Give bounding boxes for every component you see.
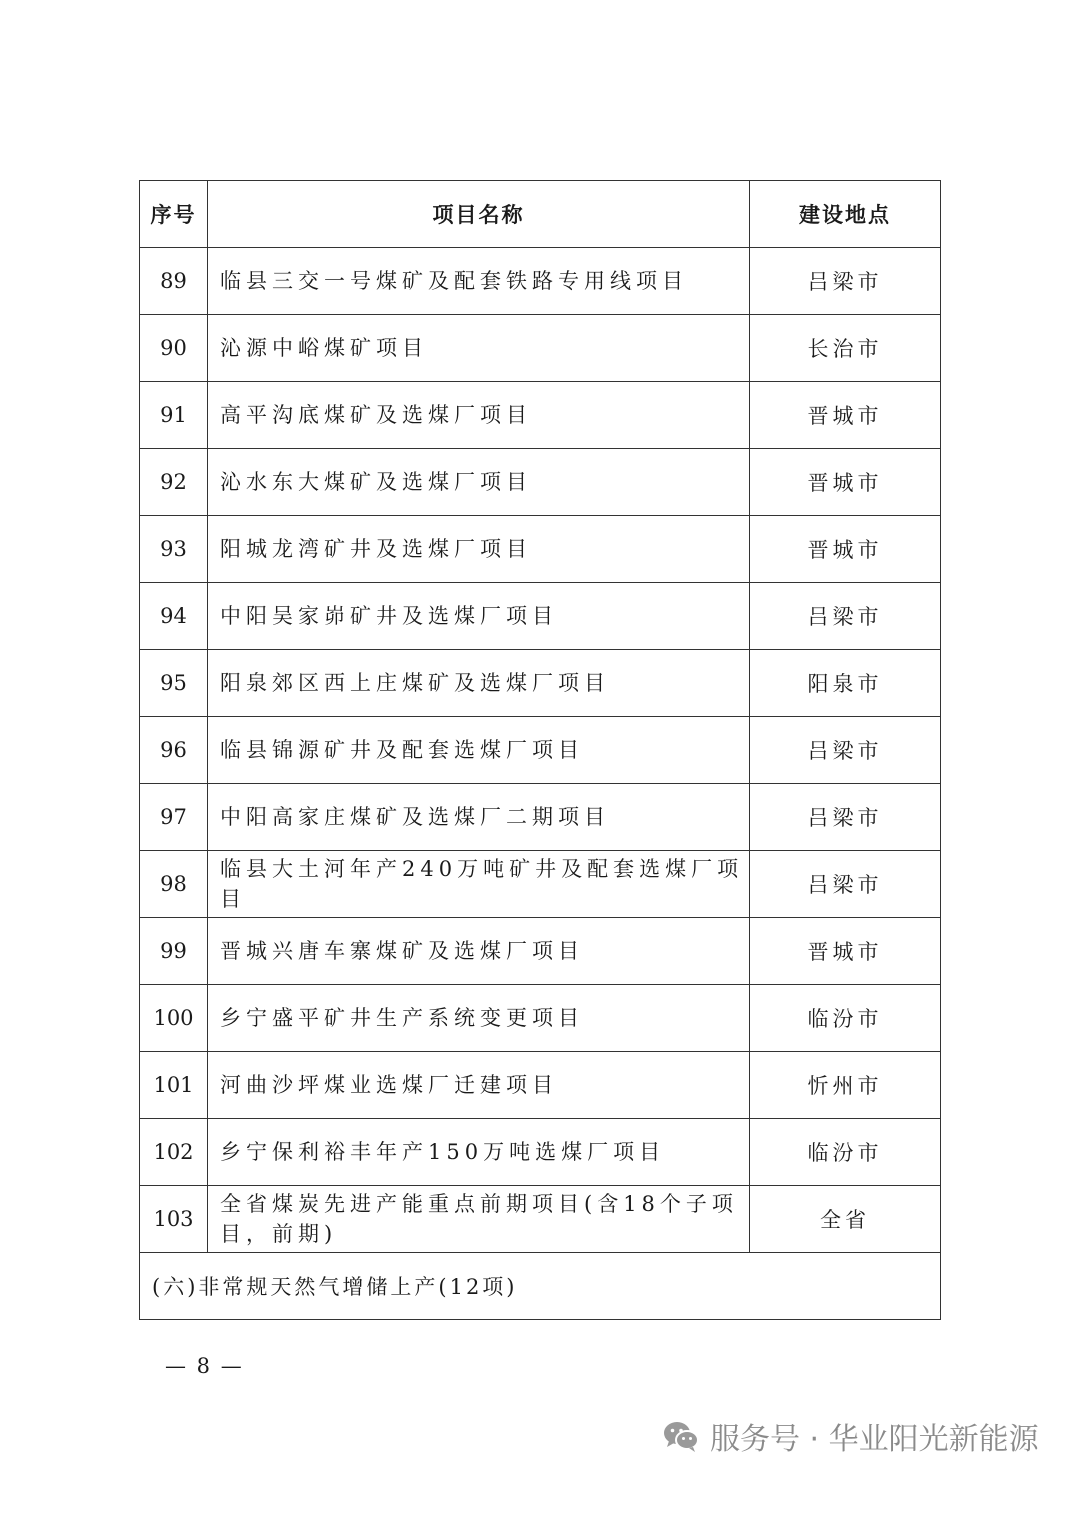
table-row — [140, 851, 941, 918]
project-location: 阳泉市 — [750, 650, 941, 717]
watermark — [662, 1416, 1039, 1456]
project-location: 吕梁市 — [750, 851, 941, 918]
project-table — [139, 180, 941, 1320]
section-row — [140, 1253, 941, 1320]
project-name: 沁源中峪煤矿项目 — [208, 315, 750, 382]
table-row — [140, 784, 941, 851]
table-row — [140, 1186, 941, 1253]
row-number: 94 — [140, 583, 208, 650]
project-location: 临汾市 — [750, 985, 941, 1052]
project-name: 乡宁盛平矿井生产系统变更项目 — [208, 985, 750, 1052]
header-no: 序号 — [140, 181, 208, 248]
table-row — [140, 449, 941, 516]
table-header-row — [140, 181, 941, 248]
table-row — [140, 315, 941, 382]
project-location: 晋城市 — [750, 449, 941, 516]
project-name: 临县锦源矿井及配套选煤厂项目 — [208, 717, 750, 784]
row-number: 100 — [140, 985, 208, 1052]
project-location: 吕梁市 — [750, 583, 941, 650]
table-row — [140, 516, 941, 583]
row-number: 90 — [140, 315, 208, 382]
project-location: 吕梁市 — [750, 717, 941, 784]
project-location: 晋城市 — [750, 382, 941, 449]
project-location: 晋城市 — [750, 516, 941, 583]
project-name: 阳泉郊区西上庄煤矿及选煤厂项目 — [208, 650, 750, 717]
project-location: 全省 — [750, 1186, 941, 1253]
project-name: 中阳吴家峁矿井及选煤厂项目 — [208, 583, 750, 650]
row-number: 98 — [140, 851, 208, 918]
table-row — [140, 918, 941, 985]
row-number: 95 — [140, 650, 208, 717]
project-location: 晋城市 — [750, 918, 941, 985]
table-row — [140, 985, 941, 1052]
project-name: 高平沟底煤矿及选煤厂项目 — [208, 382, 750, 449]
project-name: 全省煤炭先进产能重点前期项目(含18个子项目，前期) — [208, 1186, 750, 1253]
page-number: — 8 — — [165, 1354, 244, 1378]
project-name: 晋城兴唐车寨煤矿及选煤厂项目 — [208, 918, 750, 985]
project-name: 沁水东大煤矿及选煤厂项目 — [208, 449, 750, 516]
project-location: 长治市 — [750, 315, 941, 382]
header-name: 项目名称 — [208, 181, 750, 248]
header-location: 建设地点 — [750, 181, 941, 248]
table-row — [140, 717, 941, 784]
project-name: 临县大土河年产240万吨矿井及配套选煤厂项目 — [208, 851, 750, 918]
row-number: 93 — [140, 516, 208, 583]
project-location: 忻州市 — [750, 1052, 941, 1119]
row-number: 97 — [140, 784, 208, 851]
row-number: 91 — [140, 382, 208, 449]
project-name: 临县三交一号煤矿及配套铁路专用线项目 — [208, 248, 750, 315]
project-location: 吕梁市 — [750, 784, 941, 851]
table-row — [140, 583, 941, 650]
row-number: 103 — [140, 1186, 208, 1253]
row-number: 96 — [140, 717, 208, 784]
row-number: 89 — [140, 248, 208, 315]
project-name: 河曲沙坪煤业选煤厂迁建项目 — [208, 1052, 750, 1119]
table-row — [140, 382, 941, 449]
project-name: 乡宁保利裕丰年产150万吨选煤厂项目 — [208, 1119, 750, 1186]
section-heading: (六)非常规天然气增储上产(12项) — [140, 1253, 941, 1320]
row-number: 102 — [140, 1119, 208, 1186]
project-name: 中阳高家庄煤矿及选煤厂二期项目 — [208, 784, 750, 851]
table-row — [140, 1052, 941, 1119]
table-row — [140, 1119, 941, 1186]
table-row — [140, 650, 941, 717]
wechat-icon — [662, 1419, 700, 1453]
table-row — [140, 248, 941, 315]
project-name: 阳城龙湾矿井及选煤厂项目 — [208, 516, 750, 583]
project-location: 临汾市 — [750, 1119, 941, 1186]
row-number: 92 — [140, 449, 208, 516]
project-location: 吕梁市 — [750, 248, 941, 315]
row-number: 99 — [140, 918, 208, 985]
row-number: 101 — [140, 1052, 208, 1119]
watermark-text: 服务号 · 华业阳光新能源 — [710, 1422, 1039, 1457]
